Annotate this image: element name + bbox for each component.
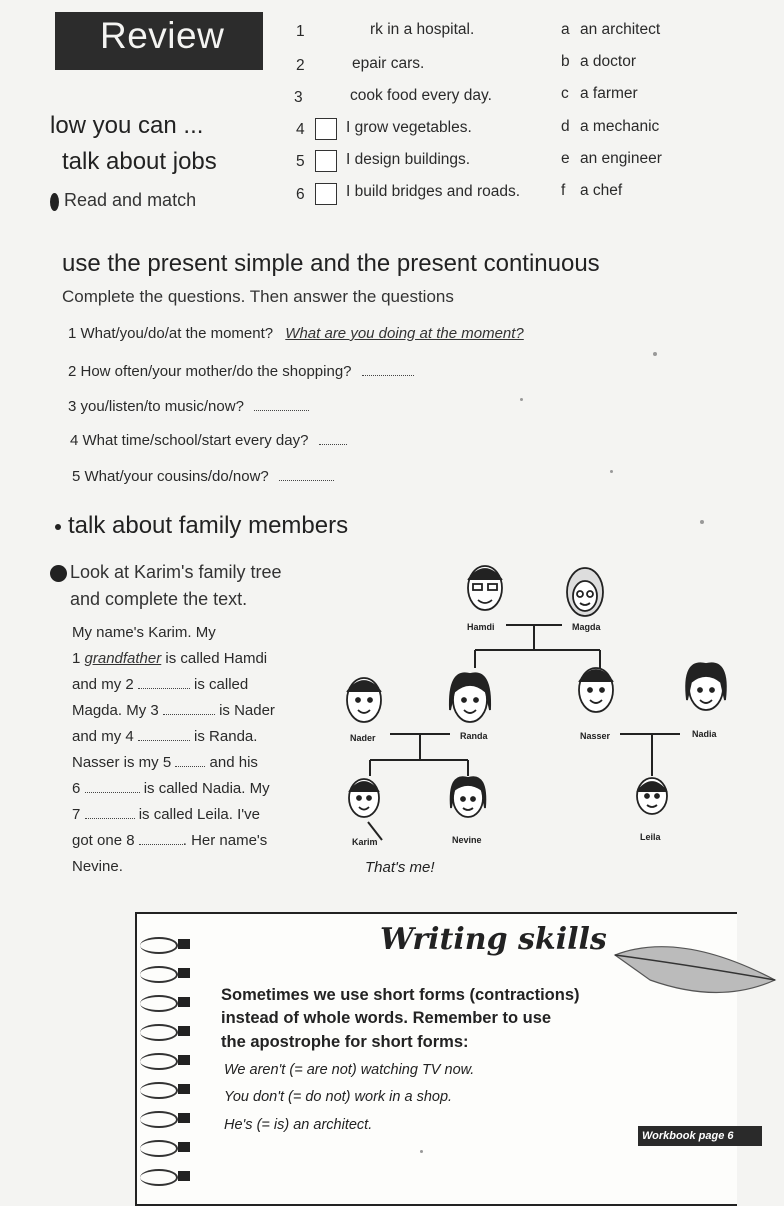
tree-label-nadia: Nadia [692, 729, 717, 739]
exercise-number-marker [50, 565, 67, 582]
sentence-text: epair cars. [352, 55, 425, 72]
family-answer: grandfather [84, 650, 162, 667]
notebook-hole [178, 1055, 190, 1065]
scan-speck [420, 1150, 423, 1153]
notebook-hole [178, 1171, 190, 1181]
section-heading-present-tenses: use the present simple and the present continuous [62, 250, 600, 277]
sentence-number: 6 [296, 186, 305, 203]
randa-face [450, 673, 490, 722]
sentence-number: 5 [296, 153, 305, 170]
family-text-line: and my 2 is called [72, 676, 249, 693]
sentence-number: 3 [294, 89, 303, 106]
job-text: a chef [580, 182, 623, 199]
answer-blank[interactable] [138, 688, 190, 689]
sentence-text: I grow vegetables. [346, 119, 472, 136]
tree-label-hamdi: Hamdi [467, 622, 495, 632]
workbook-page-tag[interactable]: Workbook page 6 [638, 1126, 762, 1146]
notebook-ring [140, 995, 178, 1012]
instruction-family-tree-2: and complete the text. [70, 589, 248, 609]
karim-face [349, 779, 379, 817]
sentence-text: I build bridges and roads. [346, 183, 521, 200]
question-text: 2 How often/your mother/do the shopping? [68, 363, 352, 380]
answer-blank[interactable] [139, 844, 183, 845]
notebook-hole [178, 939, 190, 949]
scan-speck [653, 352, 657, 356]
family-text-line: Magda. My 3 is Nader [72, 702, 275, 719]
answer-blank[interactable] [279, 480, 334, 481]
job-text: a mechanic [580, 118, 660, 135]
instruction-complete-questions: Complete the questions. Then answer the questions [62, 287, 454, 306]
exercise-number-marker [50, 193, 59, 211]
question-text: 5 What/your cousins/do/now? [72, 468, 269, 485]
job-letter: d [561, 118, 570, 135]
notebook-hole [178, 997, 190, 1007]
grandmother-face [567, 568, 603, 616]
notebook-hole [178, 1026, 190, 1036]
answer-box[interactable] [315, 183, 337, 205]
question-5 [72, 468, 334, 485]
answer-blank[interactable] [175, 766, 205, 767]
job-text: an engineer [580, 150, 662, 167]
nasser-face [579, 668, 613, 712]
job-text: an architect [580, 21, 661, 38]
sentence-text: I design buildings. [346, 151, 471, 168]
job-text: a farmer [580, 85, 638, 102]
sentence-number: 1 [296, 23, 305, 40]
notebook-hole [178, 1142, 190, 1152]
nader-face [347, 678, 381, 722]
scan-speck [520, 398, 523, 401]
tree-label-magda: Magda [572, 622, 601, 632]
notebook-ring [140, 966, 178, 983]
section-subheading-jobs: talk about jobs [62, 148, 217, 175]
sentence-number: 4 [296, 121, 305, 138]
tree-label-karim: Karim [352, 837, 378, 847]
question-text: 4 What time/school/start every day? [70, 432, 309, 449]
family-text-line: and my 4 is Randa. [72, 728, 258, 745]
notebook-hole [178, 1113, 190, 1123]
tree-label-nader: Nader [350, 733, 376, 743]
instruction-family-tree: Look at Karim's family tree [70, 562, 282, 582]
notebook-ring [140, 1024, 178, 1041]
tree-label-nasser: Nasser [580, 731, 611, 741]
tree-label-leila: Leila [640, 832, 661, 842]
grandfather-face [468, 566, 502, 610]
answer-blank[interactable] [163, 714, 215, 715]
family-text-line: got one 8 . Her name's [72, 832, 268, 849]
family-text-line: 1 grandfather is called Hamdi [72, 650, 268, 667]
job-letter: e [561, 150, 570, 167]
family-text-line: My name's Karim. My [72, 624, 216, 641]
tree-label-nevine: Nevine [452, 835, 482, 845]
section-heading-how-you-can: low you can ... [50, 112, 204, 139]
question-text: 1 What/you/do/at the moment? [68, 325, 274, 342]
family-text-block [72, 620, 275, 880]
writing-skills-example: We aren't (= are not) watching TV now. [224, 1062, 475, 1078]
notebook-ring [140, 1169, 178, 1186]
thats-me-callout: That's me! [365, 859, 435, 876]
notebook-hole [178, 1084, 190, 1094]
notebook-ring [140, 1140, 178, 1157]
family-text-line: Nasser is my 5 and his [72, 754, 258, 771]
family-text-line: Nevine. [72, 858, 123, 875]
answer-box[interactable] [315, 118, 337, 140]
answer-blank[interactable] [254, 410, 309, 411]
writing-skills-text: Sometimes we use short forms (contractions) [221, 986, 580, 1004]
notebook-ring [140, 937, 178, 954]
job-letter: c [561, 85, 569, 102]
sentence-number: 2 [296, 57, 305, 74]
job-letter: a [561, 21, 570, 38]
question-4 [70, 432, 347, 449]
scan-speck [610, 470, 613, 473]
question-text: 3 you/listen/to music/now? [68, 398, 244, 415]
notebook-hole [178, 968, 190, 978]
notebook-ring [140, 1111, 178, 1128]
question-1 [68, 325, 524, 342]
review-title: Review [100, 15, 225, 56]
answer-box[interactable] [315, 150, 337, 172]
sentence-text: cook food every day. [350, 87, 492, 104]
instruction-read-match: Read and match [64, 190, 197, 210]
answer-blank[interactable] [85, 818, 135, 819]
writing-skills-example: He's (= is) an architect. [224, 1117, 373, 1133]
nadia-face [686, 663, 726, 710]
leila-face [637, 778, 667, 814]
nevine-face [451, 777, 486, 817]
writing-skills-example: You don't (= do not) work in a shop. [224, 1089, 453, 1105]
family-tree [330, 550, 730, 880]
sentence-text: rk in a hospital. [370, 21, 475, 38]
question-3 [68, 398, 309, 415]
answer-blank[interactable] [319, 444, 347, 445]
scan-speck [700, 520, 704, 524]
answer-blank[interactable] [85, 792, 140, 793]
job-text: a doctor [580, 53, 637, 70]
family-text-line: 6 is called Nadia. My [72, 780, 270, 797]
feather-pen-icon [610, 925, 780, 1015]
job-letter: b [561, 53, 570, 70]
notebook-ring [140, 1082, 178, 1099]
writing-skills-title: Writing skills [380, 922, 607, 957]
bullet-marker [55, 524, 61, 530]
question-2 [68, 363, 414, 380]
family-text-line: 7 is called Leila. I've [72, 806, 260, 823]
section-heading-family: talk about family members [68, 512, 349, 539]
answer-blank[interactable] [138, 740, 190, 741]
writing-skills-text: instead of whole words. Remember to use [221, 1009, 552, 1027]
answer-blank[interactable] [362, 375, 414, 376]
notebook-ring [140, 1053, 178, 1070]
family-faces [347, 566, 726, 817]
question-answer: What are you doing at the moment? [285, 325, 524, 342]
job-letter: f [561, 182, 566, 199]
writing-skills-text: the apostrophe for short forms: [221, 1033, 469, 1051]
tree-label-randa: Randa [460, 731, 488, 741]
